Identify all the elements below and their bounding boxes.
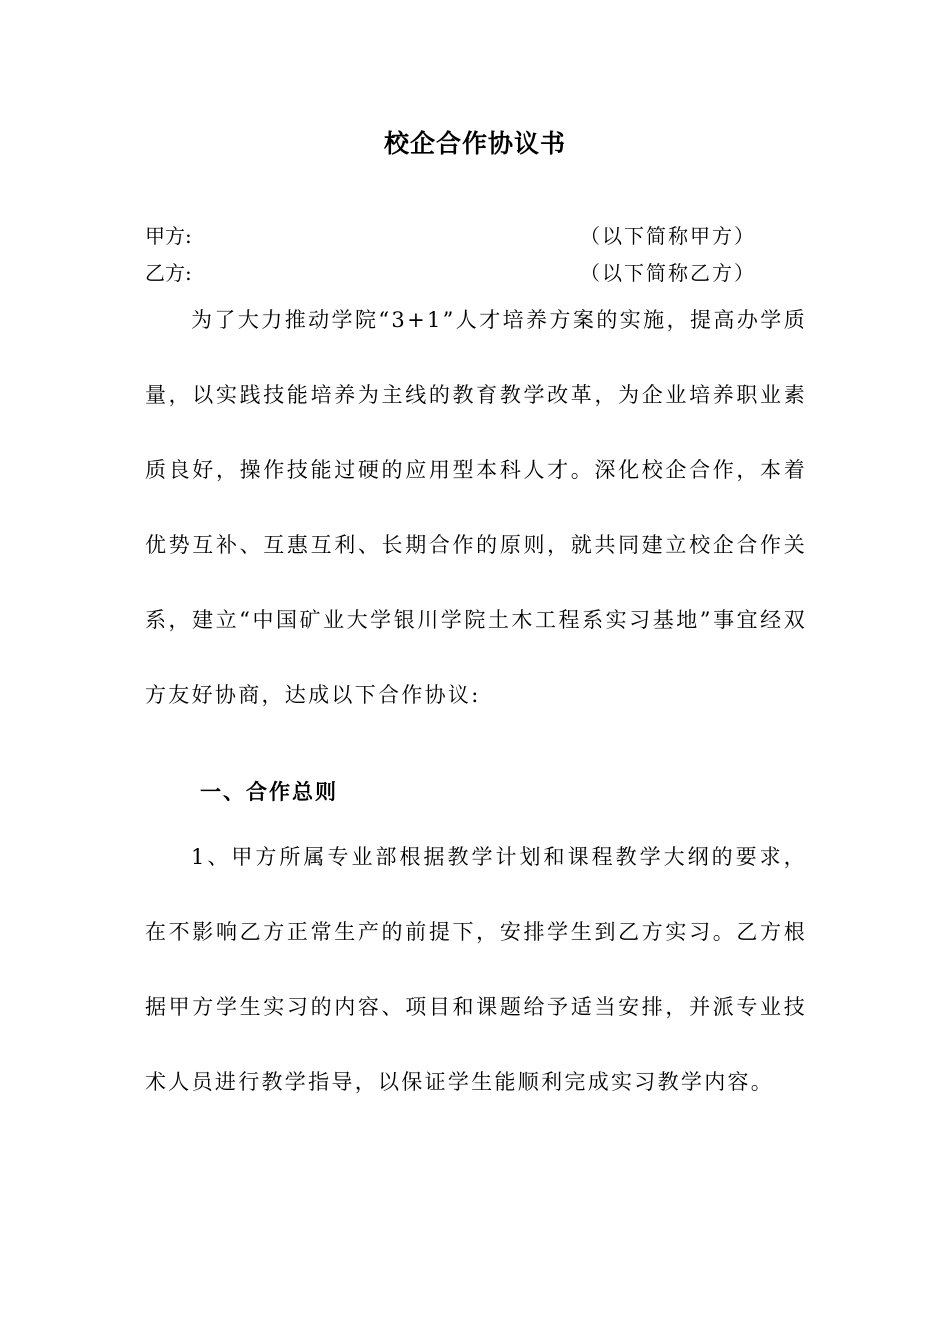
party-b-label: 乙方: xyxy=(145,261,192,285)
party-a-row xyxy=(145,221,785,251)
section-heading-general-principles: 一、合作总则 xyxy=(200,780,338,804)
document-title: 校企合作协议书 xyxy=(383,129,566,158)
party-a-note: （以下简称甲方） xyxy=(580,224,756,248)
party-b-note: （以下简称乙方） xyxy=(580,261,756,285)
party-a-label: 甲方: xyxy=(145,224,192,248)
clause-1-paragraph: 1、甲方所属专业部根据教学计划和课程教学大纲的要求，在不影响乙方正常生产的前提下，安排学生到乙方实习。乙方根据甲方学生实习的内容、项目和课题给予适当安排，并派专业技术人员进行教学指导，以保证学生能顺利完成实习教学内容。 xyxy=(145,845,807,1094)
intro-paragraph: 为了大力推动学院“3+1”人才培养方案的实施，提高办学质量，以实践技能培养为主线的教育教学改革，为企业培养职业素质良好，操作技能过硬的应用型本科人才。深化校企合作，本着优势互补、互惠互利、长期合作的原则，就共同建立校企合作关系，建立“中国矿业大学银川学院土木工程系实习基地”事宜经双方友好协商，达成以下合作协议: xyxy=(145,308,807,707)
